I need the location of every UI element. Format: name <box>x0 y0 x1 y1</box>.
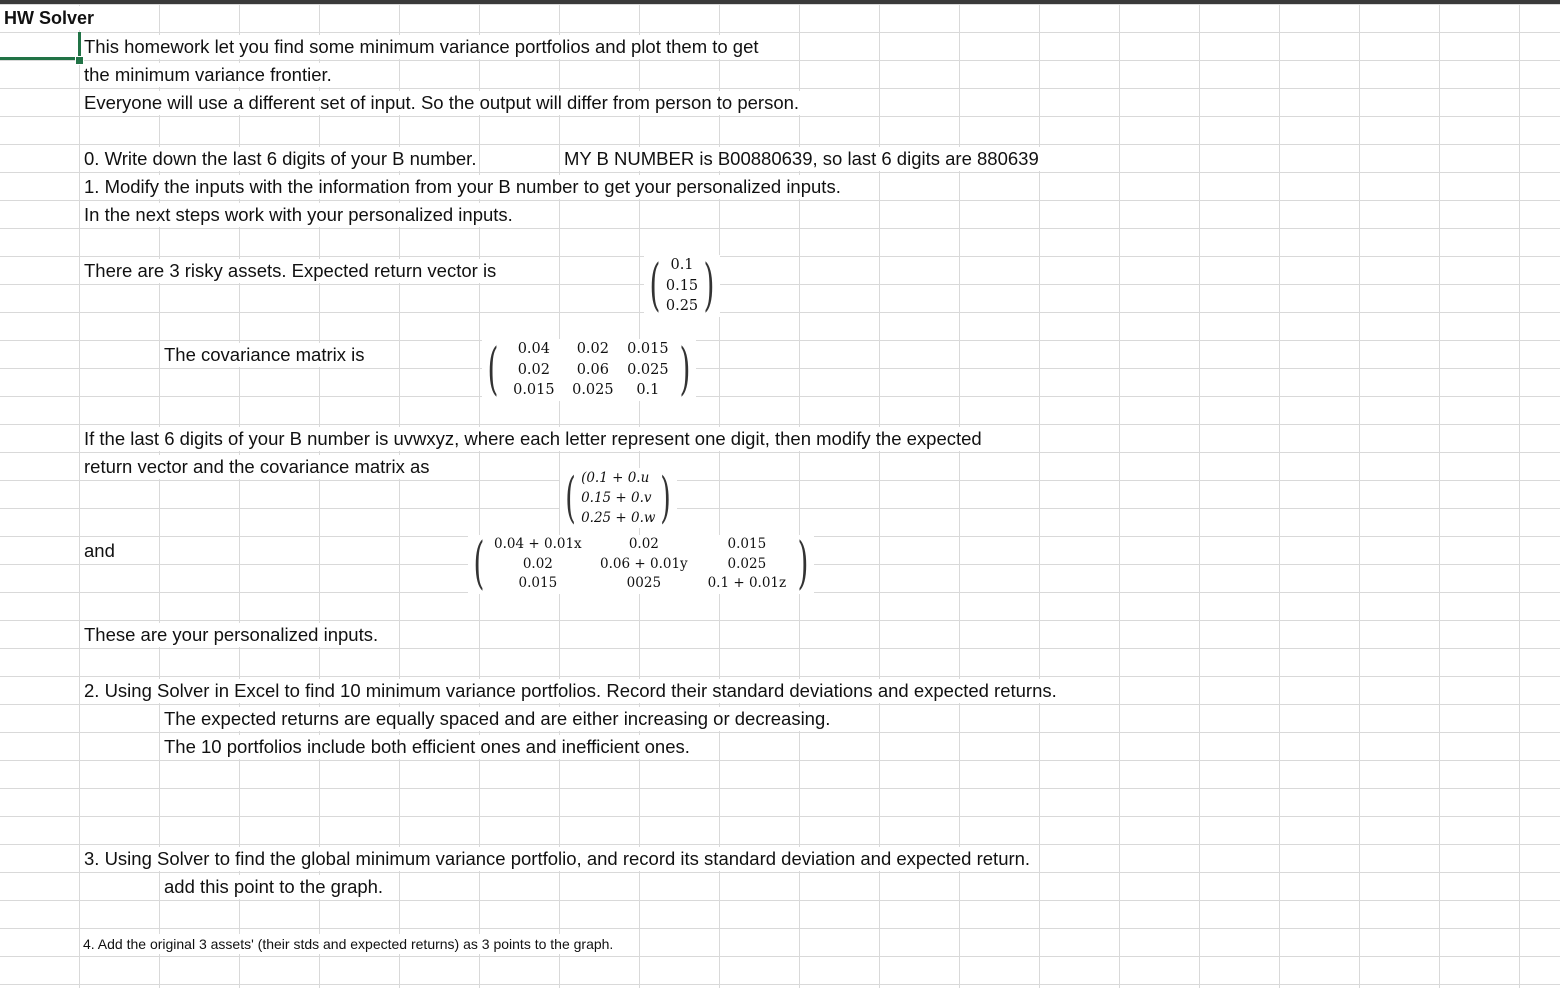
cov-cell: 0.02 <box>576 341 609 357</box>
covariance-label: The covariance matrix is <box>164 344 365 365</box>
cov-cell: 0.04 <box>517 341 550 357</box>
mod-cov-cell: 0.02 <box>628 536 659 552</box>
risky-assets-label: There are 3 risky assets. Expected return vector is <box>84 260 497 281</box>
next-steps-note: In the next steps work with your personalized inputs. <box>84 204 513 225</box>
and-label: and <box>84 540 115 561</box>
mod-cov-cell: 0.04 + 0.01x <box>494 536 582 552</box>
cov-cell: 0.06 <box>576 361 609 378</box>
mod-cov-cell: 0.015 <box>518 575 558 591</box>
step-2-detail-1: The expected returns are equally spaced and are either increasing or decreasing. <box>164 708 831 729</box>
step-0: 0. Write down the last 6 digits of your B number. <box>84 148 477 169</box>
mod-cov-cell: 0.06 + 0.01y <box>600 555 688 572</box>
modification-instruction-1: If the last 6 digits of your B number is uvwxyz, where each letter represent one digit, then modify the expected <box>84 428 982 449</box>
intro-line-3: Everyone will use a different set of input. So the output will differ from person to person. <box>84 92 800 113</box>
cov-cell: 0.015 <box>513 382 555 398</box>
mod-return-3: 0.25 + 0.w <box>581 510 656 526</box>
cov-cell: 0.015 <box>627 341 669 357</box>
modified-covariance-matrix: ( 0.04 + 0.01x 0.02 0.015 0.02 0.06 + 0.01y 0.025 0.015 0025 0.1 + 0.01z ) <box>468 535 814 594</box>
return-3: 0.25 <box>665 298 699 314</box>
personalized-inputs-note: These are your personalized inputs. <box>84 624 379 645</box>
cov-cell: 0.02 <box>517 361 550 378</box>
cov-cell: 0.1 <box>636 382 660 398</box>
mod-return-2: 0.15 + 0.v <box>581 490 652 506</box>
top-border <box>0 0 1560 4</box>
mod-cov-cell: 0.02 <box>522 555 553 572</box>
step-4: 4. Add the original 3 assets' (their stds and expected returns) as 3 points to the graph. <box>83 936 614 952</box>
my-b-number: MY B NUMBER is B00880639, so last 6 digits are 880639 <box>564 148 1039 169</box>
mod-cov-cell: 0.025 <box>727 555 767 572</box>
mod-cov-cell: 0.1 + 0.01z <box>707 575 787 591</box>
covariance-matrix: ( 0.04 0.02 0.015 0.02 0.06 0.025 0.015 0.025 0.1 ) <box>482 339 696 401</box>
sheet-title: HW Solver <box>4 8 95 28</box>
cov-cell: 0.025 <box>627 361 669 378</box>
mod-cov-cell: 0.015 <box>727 536 767 552</box>
return-2: 0.15 <box>665 277 699 294</box>
step-3-detail: add this point to the graph. <box>164 876 384 897</box>
expected-return-vector: ( 0.1 0.15 0.25 ) <box>644 255 720 317</box>
return-1: 0.1 <box>670 257 694 273</box>
mod-return-1: (0.1 + 0.u <box>581 470 650 486</box>
modification-instruction-2: return vector and the covariance matrix as <box>84 456 430 477</box>
step-3: 3. Using Solver to find the global minimum variance portfolio, and record its standard deviation and expected return. <box>84 848 1031 869</box>
cov-cell: 0.025 <box>572 382 614 398</box>
step-1: 1. Modify the inputs with the information from your B number to get your personalized inputs. <box>84 176 841 197</box>
intro-line-2: the minimum variance frontier. <box>84 64 332 85</box>
step-2: 2. Using Solver in Excel to find 10 minimum variance portfolios. Record their standard deviations and expected returns. <box>84 680 1057 701</box>
modified-return-vector: ( (0.1 + 0.u 0.15 + 0.v 0.25 + 0.w ) <box>560 468 677 528</box>
intro-line-1: This homework let you find some minimum variance portfolios and plot them to get <box>84 36 759 57</box>
selected-cell[interactable] <box>0 32 79 60</box>
mod-cov-cell: 0025 <box>626 575 662 591</box>
step-2-detail-2: The 10 portfolios include both efficient ones and inefficient ones. <box>164 736 690 757</box>
